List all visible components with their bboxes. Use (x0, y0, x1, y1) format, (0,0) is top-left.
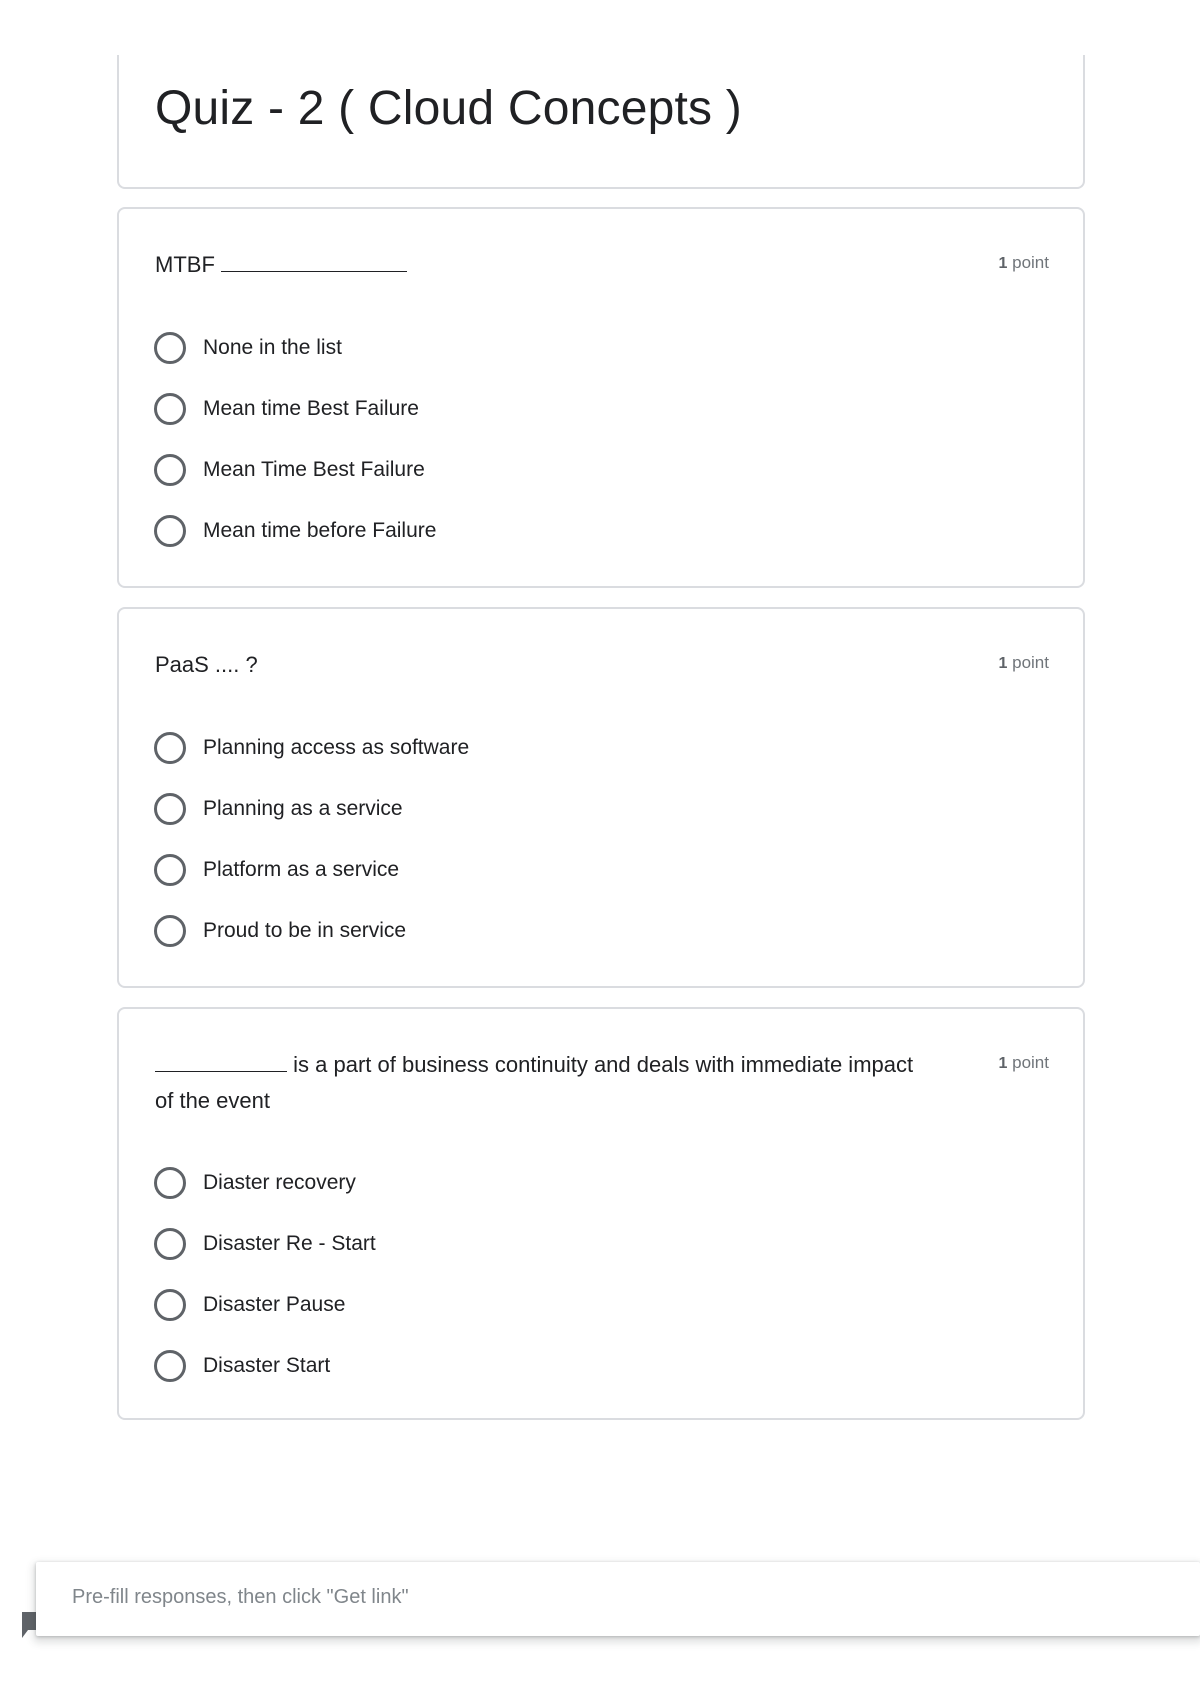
option-label: Disaster Re - Start (203, 1231, 376, 1255)
option-label: Mean Time Best Failure (203, 457, 425, 481)
option-item[interactable] (154, 500, 1049, 561)
option-item[interactable] (154, 717, 1049, 778)
option-label: None in the list (203, 335, 342, 359)
options-list (154, 1152, 1049, 1396)
option-item[interactable] (154, 317, 1049, 378)
radio-button[interactable] (154, 454, 186, 486)
option-label: Disaster Pause (203, 1292, 346, 1316)
option-item[interactable] (154, 1152, 1049, 1213)
question-points: 1 point (998, 253, 1049, 272)
question-card-3 (117, 1007, 1085, 1420)
radio-button[interactable] (154, 332, 186, 364)
radio-button[interactable] (154, 732, 186, 764)
answer-blank (155, 1050, 287, 1072)
option-label: Mean time Best Failure (203, 396, 419, 420)
question-text: PaaS .... ? (155, 652, 258, 677)
radio-button[interactable] (154, 393, 186, 425)
answer-blank (221, 250, 407, 272)
radio-button[interactable] (154, 1350, 186, 1382)
question-header (155, 247, 1049, 283)
question-card-1 (117, 207, 1085, 588)
radio-button[interactable] (154, 915, 186, 947)
question-text: MTBF (155, 247, 407, 283)
prefill-hint: Pre-fill responses, then click "Get link" (72, 1586, 409, 1608)
prefill-bar (36, 1562, 1200, 1636)
radio-button[interactable] (154, 515, 186, 547)
radio-button[interactable] (154, 793, 186, 825)
option-item[interactable] (154, 839, 1049, 900)
radio-button[interactable] (154, 1228, 186, 1260)
option-item[interactable] (154, 439, 1049, 500)
question-header (155, 1047, 1049, 1119)
question-points: 1 point (998, 1053, 1049, 1072)
question-card-2 (117, 607, 1085, 988)
option-item[interactable] (154, 378, 1049, 439)
options-list (154, 717, 1049, 961)
radio-button[interactable] (154, 1167, 186, 1199)
option-label: Platform as a service (203, 857, 400, 881)
question-points: 1 point (998, 653, 1049, 672)
radio-button[interactable] (154, 854, 186, 886)
option-label: Disaster Start (203, 1353, 331, 1377)
form-title-card (117, 55, 1085, 189)
option-label: Diaster recovery (203, 1170, 356, 1194)
question-text: is a part of business continuity and deals with immediate impact of the event (155, 1052, 914, 1113)
option-item[interactable] (154, 1213, 1049, 1274)
option-label: Mean time before Failure (203, 518, 437, 542)
form-title: Quiz - 2 ( Cloud Concepts ) (155, 82, 742, 135)
options-list (154, 317, 1049, 561)
option-item[interactable] (154, 1335, 1049, 1396)
option-label: Planning access as software (203, 735, 470, 759)
question-header (155, 647, 1049, 683)
option-item[interactable] (154, 1274, 1049, 1335)
option-label: Planning as a service (203, 796, 403, 820)
option-item[interactable] (154, 778, 1049, 839)
option-label: Proud to be in service (203, 918, 407, 942)
option-item[interactable] (154, 900, 1049, 961)
radio-button[interactable] (154, 1289, 186, 1321)
